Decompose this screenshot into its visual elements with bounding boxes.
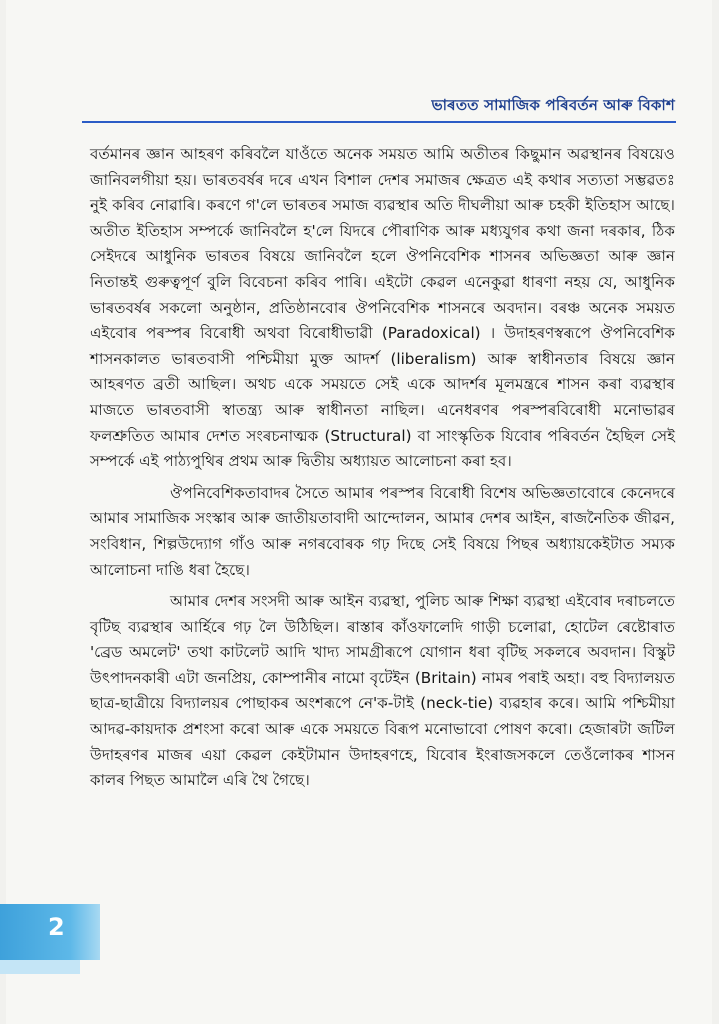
paragraph-1: বৰ্তমানৰ জ্ঞান আহৰণ কৰিবলৈ যাওঁতে অনেক সময়ত আমি অতীতৰ কিছুমান অৱস্থানৰ বিষয়েও জানিবলগীয়া হয়। ভাৰতবৰ্ষৰ দৰে এখন বিশাল দেশৰ সমাজৰ ক্ষেত্ৰত এই কথাৰ সত্যতা সম্ভৱতঃ নুই কৰিব নোৱাৰি। কৰণে গ'লে ভাৰতৰ সমাজ ব্যৱস্থাৰ অতি দীঘলীয়া আৰু চহকী ইতিহাস আছে। অতীত ইতিহাস সম্পৰ্কে জানিবলৈ হ'লে যিদৰে পৌৰাণিক আৰু মধ্যযুগৰ কথা জনা দৰকাৰ, ঠিক সেইদৰে আধুনিক ভাৰতৰ বিষয়ে জানিবলৈ হলে ঔপনিবেশিক শাসনৰ অভিজ্ঞতা আৰু জ্ঞান নিতান্তই গুৰুত্বপূৰ্ণ বুলি বিবেচনা কৰিব পাৰি। এইটো কেৱল এনেকুৱা ধাৰণা নহয় যে, আধুনিক ভাৰতবৰ্ষৰ সকলো অনুষ্ঠান, প্ৰতিষ্ঠানবোৰ ঔপনিবেশিক শাসনৰে অবদান। বৰঞ্চ অনেক সময়ত এইবোৰ পৰস্পৰ বিৰোধী অথবা বিৰোধীভাৱী (Paradoxical) । উদাহৰণস্বৰূপে ঔপনিবেশিক শাসনকালত ভাৰতবাসী পশ্চিমীয়া মুক্ত আদৰ্শ (liberalism) আৰু স্বাধীনতাৰ বিষয়ে জ্ঞান আহৰণত ব্ৰতী আছিল। অথচ একে সময়তে সেই একে আদৰ্শৰ মূলমন্ত্ৰৰে শাসন কৰা ব্যৱস্থাৰ মাজতে ভাৰতবাসী স্বাতন্ত্ৰ্য আৰু স্বাধীনতা নাছিল। এনেধৰণৰ পৰস্পৰবিৰোধী মনোভাৱৰ ফলশ্ৰুতিত আমাৰ দেশত সংৰচনাত্মক (Structural) বা সাংস্কৃতিক যিবোৰ পৰিবৰ্তন হৈছিল সেই সম্পৰ্কে এই পাঠ্যপুথিৰ প্ৰথম আৰু দ্বিতীয় অধ্যায়ত আলোচনা কৰা হব। bbox=[90, 145, 675, 471]
paragraph-3: আমাৰ দেশৰ সংসদী আৰু আইন ব্যৱস্থা, পুলিচ আৰু শিক্ষা ব্যৱস্থা এইবোৰ দৰাচলতে বৃটিছ ব্যৱস্থাৰ আৰ্হিৰে গঢ় লৈ উঠিছিল। ৰাস্তাৰ কাঁওফালেদি গাড়ী চলোৱা, হোটেল ৰেষ্টোৰাত 'ব্ৰেড অমলেট' তথা কাটলেট আদি খাদ্য সামগ্ৰীৰূপে যোগান ধৰা বৃটিছ সকলৰে অবদান। বিস্কুট উৎপাদনকাৰী এটা জনপ্ৰিয়, কোম্পানীৰ নামো বৃটেইন (Britain) নামৰ পৰাই অহা। বহু বিদ্যালয়ত ছাত্ৰ-ছাত্ৰীয়ে বিদ্যালয়ৰ পোছাকৰ অংশৰূপে নে'ক-টাই (neck-tie) ব্যৱহাৰ কৰে। আমি পশ্চিমীয়া আদৱ-কায়দাক প্ৰশংসা কৰো আৰু একে সময়তে বিৰূপ মনোভাবো পোষণ কৰো। হেজাৰটা জটিল উদাহৰণৰ মাজৰ এয়া কেৱল কেইটামান উদাহৰণহে, যিবোৰ ইংৰাজসকলে তেওঁলোকৰ শাসন কালৰ পিছত আমালৈ এৰি থৈ গৈছে। bbox=[90, 592, 675, 790]
header-rule bbox=[82, 121, 676, 123]
running-header-title: ভাৰতত সামাজিক পৰিবৰ্তন আৰু বিকাশ bbox=[431, 96, 675, 114]
paragraph-2: ঔপনিবেশিকতাবাদৰ সৈতে আমাৰ পৰস্পৰ বিৰোধী বিশেষ অভিজ্ঞতাবোৰে কেনেদৰে আমাৰ সামাজিক সংস্কাৰ আৰু জাতীয়তাবাদী আন্দোলন, আমাৰ দেশৰ আইন, ৰাজনৈতিক জীৱন, সংবিধান, শিল্পউদ্যোগ গাঁও আৰু নগৰবোৰক গঢ় দিছে সেই বিষয়ে পিছৰ অধ্যায়কেইটাত সম্যক আলোচনা দাঙি ধৰা হৈছে। bbox=[90, 483, 675, 579]
body-text bbox=[90, 142, 675, 794]
page-number: 2 bbox=[48, 913, 65, 941]
page-number-tab-accent bbox=[0, 960, 80, 974]
